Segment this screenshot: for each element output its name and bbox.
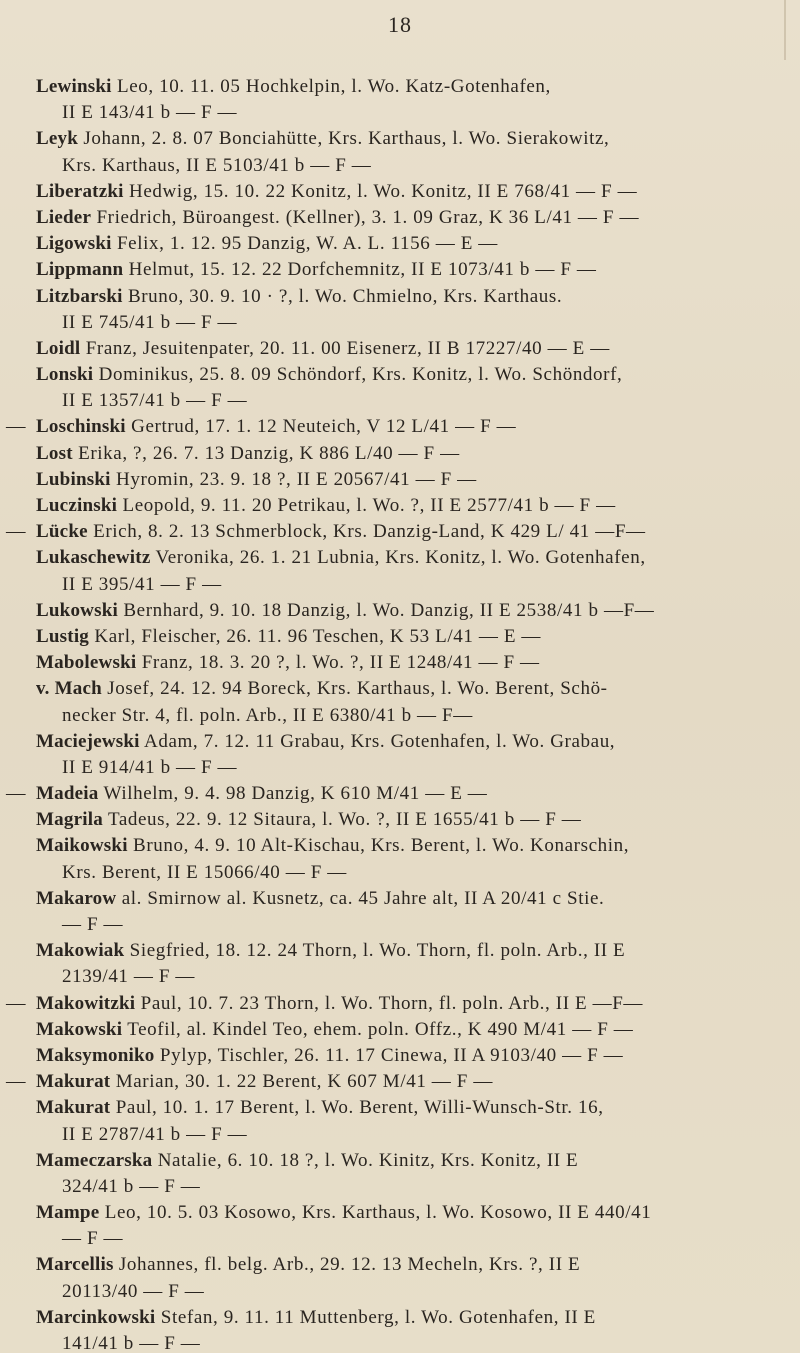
entry-line (0, 257, 800, 283)
entry-surname: Leyk (36, 128, 79, 150)
entry-line (0, 938, 800, 964)
entry-line (0, 362, 800, 388)
entry-surname: Marcellis (36, 1254, 114, 1276)
entry-continuation-line (0, 1174, 800, 1200)
entry-text: Pylyp, Tischler, 26. 11. 17 Cinewa, II A 9103/40 — F — (154, 1044, 624, 1066)
entry-text: Leo, 10. 11. 05 Hochkelpin, l. Wo. Katz-Gotenhafen, (111, 76, 551, 97)
entry-surname: Maciejewski (36, 730, 140, 752)
entry-text: Adam, 7. 12. 11 Grabau, Krs. Gotenhafen, l. Wo. Grabau, (139, 730, 616, 752)
entry-continuation-line (0, 100, 800, 126)
entry-continuation-line (0, 388, 800, 414)
entry-surname: Makurat (36, 1097, 111, 1119)
entry-dash: — (6, 521, 26, 543)
entry (0, 886, 800, 938)
entry (0, 205, 800, 231)
entry-text: Leopold, 9. 11. 20 Petrikau, l. Wo. ?, II E 2577/41 b — F — (117, 495, 616, 516)
entry (0, 441, 800, 467)
entry (0, 1069, 800, 1095)
entry-surname: Maksymoniko (36, 1044, 155, 1066)
entry-text: — F — (62, 1228, 124, 1250)
entry-text: Dominikus, 25. 8. 09 Schöndorf, Krs. Konitz, l. Wo. Schöndorf, (93, 364, 623, 386)
entry-surname: Loidl (36, 337, 81, 359)
entry-text: Karl, Fleischer, 26. 11. 96 Teschen, K 53 L/41 — E — (89, 625, 542, 647)
entry-line (0, 1200, 800, 1226)
entry-surname: Lippmann (36, 259, 124, 281)
entry-line (0, 231, 800, 257)
entry (0, 284, 800, 336)
entry-line (0, 1148, 800, 1174)
entry-text: Teofil, al. Kindel Teo, ehem. poln. Offz., K 490 M/41 — F — (122, 1018, 634, 1040)
entry-surname: Lukowski (36, 599, 118, 621)
entry-line (0, 781, 800, 807)
entry (0, 545, 800, 597)
entry-line (0, 1043, 800, 1069)
entry-text: 20113/40 — F — (62, 1280, 205, 1302)
entry-text: Hedwig, 15. 10. 22 Konitz, l. Wo. Konitz, II E 768/41 — F — (123, 180, 638, 202)
entry (0, 414, 800, 440)
entry (0, 650, 800, 676)
entry-text: Leo, 10. 5. 03 Kosowo, Krs. Karthaus, l. Wo. Kosowo, II E 440/41 (99, 1202, 652, 1224)
entry-text: Hyromin, 23. 9. 18 ?, II E 20567/41 — F — (110, 468, 477, 490)
entry-text: II E 395/41 — F — (62, 573, 222, 595)
entry-surname: Lücke (36, 521, 88, 543)
entry-surname: Maikowski (36, 835, 128, 857)
entry-surname: Lonski (36, 364, 94, 386)
entry-line (0, 1305, 800, 1331)
entry-surname: Lustig (36, 625, 90, 647)
entry-dash: — (6, 783, 26, 805)
entry-text: Krs. Karthaus, II E 5103/41 b — F — (62, 154, 372, 176)
entry-surname: Madeia (36, 783, 99, 805)
entry (0, 1095, 800, 1147)
entry-continuation-line (0, 1279, 800, 1305)
entry-surname: Ligowski (36, 233, 112, 255)
entry-text: al. Smirnow al. Kusnetz, ca. 45 Jahre alt, II A 20/41 c Stie. (116, 887, 605, 909)
entry-surname: Lukaschewitz (36, 547, 151, 569)
entry-text: Helmut, 15. 12. 22 Dorfchemnitz, II E 1073/41 b — F — (123, 259, 597, 281)
entry-text: Josef, 24. 12. 94 Boreck, Krs. Karthaus, l. Wo. Berent, Schö- (101, 678, 608, 700)
entry-continuation-line (0, 572, 800, 598)
entry-surname: Lubinski (36, 468, 111, 490)
entry-surname: Makurat (36, 1071, 111, 1093)
entry-dash: — (6, 1071, 26, 1093)
entry-text: Erich, 8. 2. 13 Schmerblock, Krs. Danzig-Land, K 429 L/ 41 —F— (87, 521, 646, 543)
entry-text: necker Str. 4, fl. poln. Arb., II E 6380/41 b — F— (62, 704, 473, 726)
entry-text: Marian, 30. 1. 22 Berent, K 607 M/41 — F — (110, 1071, 493, 1093)
entry-continuation-line (0, 1331, 800, 1353)
entry-text: Stefan, 9. 11. 11 Muttenberg, l. Wo. Gotenhafen, II E (155, 1306, 596, 1328)
entry-line (0, 729, 800, 755)
entry-text: Natalie, 6. 10. 18 ?, l. Wo. Kinitz, Krs. Konitz, II E (152, 1149, 579, 1171)
entry-surname: Magrila (36, 809, 103, 831)
entry-text: — F — (62, 914, 124, 935)
entry-continuation-line (0, 703, 800, 729)
entry-text: II E 143/41 b — F — (62, 102, 238, 124)
entry-text: Paul, 10. 1. 17 Berent, l. Wo. Berent, Willi-Wunsch-Str. 16, (110, 1097, 604, 1119)
entry (0, 991, 800, 1017)
entry-line (0, 179, 800, 205)
entry-list (0, 74, 800, 1353)
entry-line (0, 519, 800, 545)
entry (0, 1252, 800, 1304)
entry-text: Siegfried, 18. 12. 24 Thorn, l. Wo. Thorn, fl. poln. Arb., II E (124, 940, 626, 962)
entry-continuation-line (0, 755, 800, 781)
entry-surname: Luczinski (36, 495, 118, 516)
entry-line (0, 886, 800, 912)
entry-line (0, 1252, 800, 1278)
entry-text: Erika, ?, 26. 7. 13 Danzig, K 886 L/40 — F — (72, 442, 460, 464)
entry-surname: Makarow (36, 887, 117, 909)
entry-line (0, 205, 800, 231)
entry-continuation-line (0, 964, 800, 990)
entry-surname: Mameczarska (36, 1149, 153, 1171)
entry (0, 179, 800, 205)
entry-text: II E 1357/41 b — F — (62, 390, 248, 412)
entry-text: Friedrich, Büroangest. (Kellner), 3. 1. 09 Graz, K 36 L/41 — F — (91, 206, 640, 228)
entry-line (0, 284, 800, 310)
entry-text: Johann, 2. 8. 07 Bonciahütte, Krs. Karthaus, l. Wo. Sierakowitz, (78, 128, 610, 150)
entry-surname: Loschinski (36, 416, 126, 438)
entry-text: Bernhard, 9. 10. 18 Danzig, l. Wo. Danzig, II E 2538/41 b —F— (118, 599, 655, 621)
entry-surname: Makowski (36, 1018, 123, 1040)
entry (0, 624, 800, 650)
entry-text: Krs. Berent, II E 15066/40 — F — (62, 861, 347, 883)
entry-continuation-line (0, 1226, 800, 1252)
entry (0, 807, 800, 833)
entry-text: Gertrud, 17. 1. 12 Neuteich, V 12 L/41 — F — (125, 416, 517, 438)
entry-surname: Makowitzki (36, 992, 136, 1014)
entry-continuation-line (0, 912, 800, 938)
entry-surname: Lewinski (36, 76, 112, 97)
entry-text: II E 914/41 b — F — (62, 756, 238, 778)
entry-line (0, 545, 800, 571)
entry-line (0, 624, 800, 650)
entry (0, 1043, 800, 1069)
entry (0, 231, 800, 257)
entry-line (0, 414, 800, 440)
entry (0, 126, 800, 178)
page-number: 18 (388, 12, 412, 37)
entry (0, 336, 800, 362)
entry (0, 362, 800, 414)
entry-line (0, 493, 800, 519)
entry-text: Wilhelm, 9. 4. 98 Danzig, K 610 M/41 — E — (98, 783, 488, 805)
entry-continuation-line (0, 310, 800, 336)
entry-line (0, 1095, 800, 1121)
entry-text: II E 745/41 b — F — (62, 311, 238, 333)
entry-dash: — (6, 416, 26, 438)
entry-line (0, 441, 800, 467)
entry-dash: — (6, 992, 26, 1014)
entry-line (0, 336, 800, 362)
entry-text: 324/41 b — F — (62, 1175, 201, 1197)
entry-line (0, 650, 800, 676)
entry-surname: Lieder (36, 206, 92, 228)
entry (0, 1200, 800, 1252)
entry-text: Bruno, 30. 9. 10 · ?, l. Wo. Chmielno, Krs. Karthaus. (122, 285, 563, 307)
entry-line (0, 126, 800, 152)
entry (0, 519, 800, 545)
entry-text: Felix, 1. 12. 95 Danzig, W. A. L. 1156 — E — (111, 233, 498, 255)
entry-continuation-line (0, 1122, 800, 1148)
entry-surname: v. Mach (36, 678, 102, 700)
entry-text: 2139/41 — F — (62, 966, 195, 988)
entry-text: Franz, 18. 3. 20 ?, l. Wo. ?, II E 1248/41 — F — (136, 652, 540, 674)
entry-line (0, 1069, 800, 1095)
entry (0, 257, 800, 283)
entry (0, 1305, 800, 1353)
entry-surname: Mampe (36, 1202, 100, 1224)
entry-line (0, 833, 800, 859)
entry (0, 493, 800, 519)
entry-surname: Litzbarski (36, 285, 123, 307)
entry-line (0, 467, 800, 493)
entry-text: 141/41 b — F — (62, 1333, 201, 1353)
entry (0, 729, 800, 781)
entry-continuation-line (0, 860, 800, 886)
entry-line (0, 991, 800, 1017)
entry-surname: Lost (36, 442, 73, 464)
entry-line (0, 1017, 800, 1043)
entry (0, 676, 800, 728)
entry (0, 74, 800, 126)
entry-line (0, 598, 800, 624)
entry-surname: Mabolewski (36, 652, 137, 674)
entry-surname: Liberatzki (36, 180, 124, 202)
entry (0, 781, 800, 807)
entry (0, 938, 800, 990)
entry-text: Johannes, fl. belg. Arb., 29. 12. 13 Mecheln, Krs. ?, II E (113, 1254, 581, 1276)
entry-text: II E 2787/41 b — F — (62, 1123, 248, 1145)
entry-continuation-line (0, 153, 800, 179)
entry-line (0, 807, 800, 833)
entry (0, 598, 800, 624)
entry-surname: Makowiak (36, 940, 125, 962)
entry (0, 1148, 800, 1200)
entry (0, 1017, 800, 1043)
entry-text: Veronika, 26. 1. 21 Lubnia, Krs. Konitz, l. Wo. Gotenhafen, (150, 547, 646, 569)
entry-text: Tadeus, 22. 9. 12 Sitaura, l. Wo. ?, II E 1655/41 b — F — (102, 809, 582, 831)
entry-line (0, 74, 800, 100)
entry-line (0, 676, 800, 702)
entry-surname: Marcinkowski (36, 1306, 156, 1328)
entry-text: Bruno, 4. 9. 10 Alt-Kischau, Krs. Berent, l. Wo. Konarschin, (127, 835, 630, 857)
entry-text: Franz, Jesuitenpater, 20. 11. 00 Eisenerz, II B 17227/40 — E — (80, 337, 610, 359)
entry (0, 833, 800, 885)
entry (0, 467, 800, 493)
entry-text: Paul, 10. 7. 23 Thorn, l. Wo. Thorn, fl. poln. Arb., II E —F— (135, 992, 644, 1014)
